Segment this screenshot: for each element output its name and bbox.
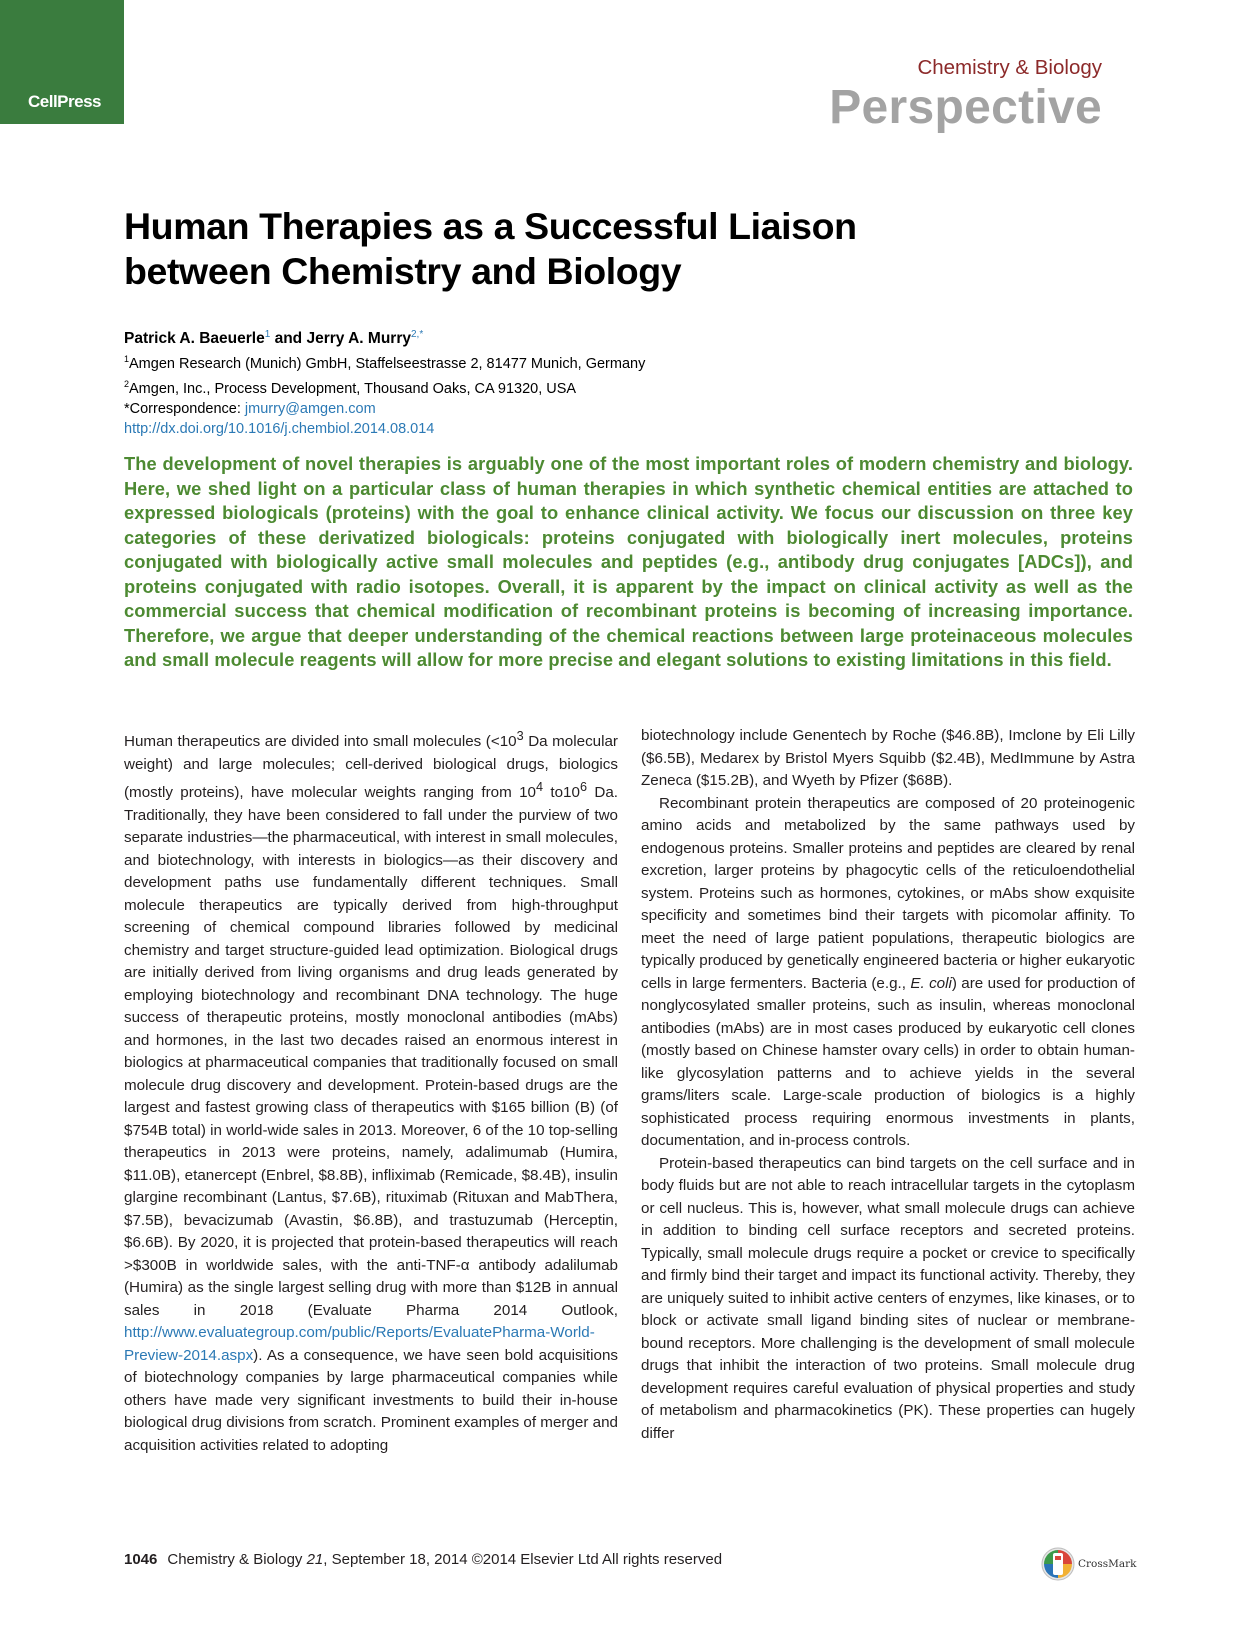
p1-sup: 6 <box>579 780 587 795</box>
p2-text-b: ) are used for production of nonglycosylated smaller proteins, such as insulin, whereas monoclonal antibodies (mAbs) are in most cases produced by eukaryotic cell clones (mostly based on Chinese hamster ovary cells) in order to obtain human-like glycosylation patterns and to achieve yields in the several grams/liters scale. Large-scale production of biologics is a highly sophisticated process requiring enormous investments in plants, documentation, and in-process controls. <box>641 974 1136 1149</box>
title-line-2: between Chemistry and Biology <box>124 250 682 292</box>
p1-text-b: Da molecular weight) and large molecules; cell-derived biological drugs, biologics (mostly proteins), have molecular weights ranging from 10 <box>124 733 618 802</box>
author-2: Jerry A. Murry <box>306 330 411 348</box>
affiliation-2 <box>124 374 645 399</box>
cellpress-logo <box>0 0 124 124</box>
footer-citation: , September 18, 2014 ©2014 Elsevier Ltd All rights reserved <box>323 1551 723 1568</box>
p2-species: E. coli <box>910 974 952 992</box>
abstract: The development of novel therapies is arguably one of the most important roles of modern chemistry and biology. Here, we shed light on a particular class of human therapies in which synthetic chemical entities are attached to expressed biologicals (proteins) with the goal to enhance clinical activity. We focus our discussion on three key categories of these derivatized biologicals: proteins conjugated with biologically inert molecules, proteins conjugated with biologically active small molecules and peptides (e.g., antibody drug conjugates [ADCs]), and proteins conjugated with radio isotopes. Overall, it is apparent by the impact on clinical activity as well as the commercial success that chemical modification of recombinant proteins is becoming of increasing importance. Therefore, we argue that deeper understanding of the chemical reactions between large proteinaceous molecules and small molecule reagents will allow for more precise and elegant solutions to existing limitations in this field. <box>124 453 1133 670</box>
paragraph-1-continued: biotechnology include Genentech by Roche ($46.8B), Imclone by Eli Lilly ($6.5B), Medarex by Bristol Myers Squibb ($2.4B), MedImmune by Astra Zeneca ($15.2B), and Wyeth by Pfizer ($68B). <box>641 727 1135 789</box>
crossmark-badge[interactable] <box>1041 1547 1137 1581</box>
affiliation-1 <box>124 349 645 374</box>
author-names <box>124 325 645 349</box>
crossmark-label: CrossMark <box>1078 1558 1137 1570</box>
affiliation-2-text: Amgen, Inc., Process Development, Thousand Oaks, CA 91320, USA <box>129 380 577 397</box>
p1-text-e: ). As a consequence, we have seen bold acquisitions of biotechnology companies by large pharmaceutical companies while others have made very significant investments to build their in-house biological drug divisions from scratch. Prominent examples of merger and acquisition activities related to adopting <box>124 1346 618 1454</box>
page-footer <box>124 1551 722 1568</box>
doi-link[interactable]: http://dx.doi.org/10.1016/j.chembiol.2014.08.014 <box>124 420 435 437</box>
footer-volume: 21 <box>306 1551 324 1568</box>
paragraph-1 <box>124 725 618 1457</box>
article-title <box>124 204 1024 294</box>
author-conjunction: and <box>270 330 307 348</box>
p1-sup: 3 <box>516 729 524 743</box>
p1-text-c: to10 <box>543 784 580 802</box>
footer-journal: Chemistry & Biology <box>167 1551 307 1568</box>
body-column-left <box>124 725 618 1457</box>
author-2-affil[interactable]: 2,* <box>410 329 424 340</box>
author-1: Patrick A. Baeuerle <box>124 330 265 348</box>
p1-sup: 4 <box>535 780 544 795</box>
correspondence-email-link[interactable]: jmurry@amgen.com <box>244 400 376 417</box>
paragraph-2 <box>641 793 1135 1153</box>
brand-text: CellPress <box>28 92 101 111</box>
author-1-affil[interactable]: 1 <box>264 329 271 340</box>
p1-text-a: Human therapeutics are divided into small molecules (<10 <box>124 733 517 751</box>
body-column-right <box>641 725 1135 1445</box>
affiliation-1-marker: 1 <box>124 354 130 365</box>
author-block <box>124 325 645 439</box>
p1-text-d: Da. Traditionally, they have been considered to fall under the purview of two separate industries—the pharmaceutical, with interest in small molecules, and biotechnology, with interests in biologics—as their discovery and development paths use fundamentally different techniques. Small molecule therapeutics are typically derived from high-throughput screening of chemical compound libraries followed by medicinal chemistry and target structure-guided lead optimization. Biological drugs are initially derived from living organisms and drug leads generated by employing biotechnology and recombinant DNA technology. The huge success of therapeutic proteins, mostly monoclonal antibodies (mAbs) and hormones, in the last two decades raised an enormous interest in biologics at pharmaceutical companies that traditionally focused on small molecule drug discovery and development. Protein-based drugs are the largest and fastest growing class of therapeutics with $165 billion (B) (of $754B total) in world-wide sales in 2013. Moreover, 6 of the 10 top-selling therapeutics in 2013 were proteins, namely, adalimumab (Humira, $11.0B), etanercept (Enbrel, $8.8B), infliximab (Remicade, $8.4B), insulin glargine recombinant (Lantus, $7.6B), rituximab (Rituxan and MabThera, $7.5B), bevacizumab (Avastin, $6.8B), and trastuzumab (Herceptin, $6.6B). By 2020, it is projected that protein-based therapeutics will reach >$300B in worldwide sales, with the anti-TNF-α antibody adalilumab (Humira) as the single largest selling drug with more than $12B in annual sales in 2018 (Evaluate Pharma 2014 Outlook, <box>124 784 618 1319</box>
affiliation-2-marker: 2 <box>124 378 130 389</box>
page-number: 1046 <box>124 1551 158 1568</box>
correspondence <box>124 399 645 419</box>
evaluate-pharma-link[interactable]: http://www.evaluategroup.com/public/Reports/EvaluatePharma-World-Preview-2014.aspx <box>124 1324 595 1364</box>
correspondence-label: *Correspondence: <box>124 400 245 417</box>
crossmark-icon <box>1041 1547 1075 1581</box>
section-label: Perspective <box>829 81 1102 134</box>
affiliation-1-text: Amgen Research (Munich) GmbH, Staffelseestrasse 2, 81477 Munich, Germany <box>129 355 646 372</box>
p2-text-a: Recombinant protein therapeutics are composed of 20 proteinogenic amino acids and metabolized by the same pathways used by endogenous proteins. Smaller proteins and peptides are cleared by renal excretion, larger proteins by phagocytic cells of the reticuloendothelial system. Proteins such as hormones, cytokines, or mAbs show exquisite specificity and sometimes bind their targets with picomolar affinity. To meet the need of large patient populations, therapeutic biologics are typically produced by genetically engineered bacteria or higher eukaryotic cells in large fermenters. Bacteria (e.g., <box>641 794 1135 992</box>
paragraph-3: Protein-based therapeutics can bind targets on the cell surface and in body fluids but are not able to reach intracellular targets in the cytoplasm or cell nucleus. This is, however, what small molecule drugs can achieve in addition to binding cell surface receptors and secreted proteins. Typically, small molecule drugs require a pocket or crevice to specifically and firmly bind their target and impact its functional activity. Thereby, they are uniquely suited to inhibit active centers of enzymes, like kinases, or to block or activate small ligand binding sites of nuclear or membrane-bound receptors. More challenging is the development of small molecule drugs that inhibit the interaction of two proteins. Small molecule drug development requires careful evaluation of physical properties and study of metabolism and pharmacokinetics (PK). These properties can hugely differ <box>641 1154 1135 1442</box>
title-line-1: Human Therapies as a Successful Liaison <box>124 205 857 247</box>
journal-name: Chemistry & Biology <box>917 56 1102 79</box>
